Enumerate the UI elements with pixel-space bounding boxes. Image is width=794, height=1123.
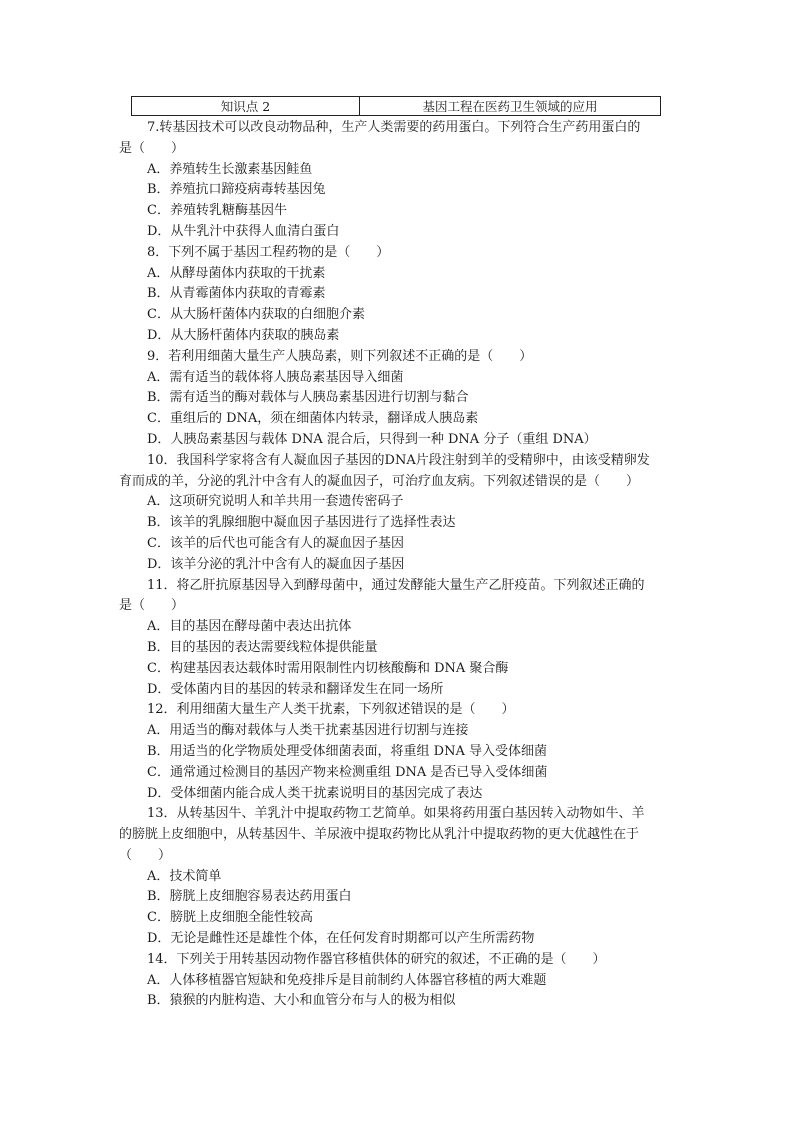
option-a: A．需有适当的载体将人胰岛素基因导入细菌 (147, 369, 404, 385)
option-a: A．这项研究说明人和羊共用一套遗传密码子 (147, 494, 404, 510)
question-stem: 10．我国科学家将含有人凝血因子基因的DNA片段注射到羊的受精卵中，由该受精卵发 (147, 452, 650, 468)
option-b: B．用适当的化学物质处理受体细菌表面，将重组 DNA 导入受体细菌 (147, 743, 548, 759)
option-a: A．用适当的酶对载体与人类干扰素基因进行切割与连接 (147, 723, 469, 739)
question-stem: 9．若利用细菌大量生产人胰岛素，则下列叙述不正确的是（ ） (147, 348, 533, 364)
option-a: A．从酵母菌体内获取的干扰素 (147, 265, 326, 281)
question-stem: 是（ ） (119, 598, 185, 614)
question-8 (119, 243, 679, 347)
question-11 (119, 576, 679, 701)
question-12 (119, 700, 679, 804)
option-d: D．受体菌内目的基因的转录和翻译发生在同一场所 (147, 681, 444, 697)
option-b: B．该羊的乳腺细胞中凝血因子基因进行了选择性表达 (147, 515, 456, 531)
option-d: D．该羊分泌的乳汁中含有人的凝血因子基因 (147, 556, 405, 572)
topic-header-label: 知识点 2 (132, 97, 360, 115)
question-9 (119, 347, 679, 451)
option-b: B．从青霉菌体内获取的青霉素 (147, 286, 326, 302)
question-stem: 11．将乙肝抗原基因导入到酵母菌中，通过发酵能大量生产乙肝疫苗。下列叙述正确的 (147, 577, 645, 593)
topic-header-title: 基因工程在医药卫生领域的应用 (422, 99, 598, 114)
option-d: D．人胰岛素基因与载体 DNA 混合后，只得到一种 DNA 分子（重组 DNA） (147, 431, 597, 447)
question-stem: 12．利用细菌大量生产人类干扰素，下列叙述错误的是（ ） (147, 702, 515, 718)
question-stem: 13．从转基因牛、羊乳汁中提取药物工艺简单。如果将药用蛋白基因转入动物如牛、羊 (147, 806, 645, 822)
question-14 (119, 950, 679, 1012)
question-stem: 育而成的羊，分泌的乳汁中含有人的凝血因子，可治疗血友病。下列叙述错误的是（ ） (119, 473, 640, 489)
question-13 (119, 804, 679, 950)
option-a: A．养殖转生长激素基因鲑鱼 (147, 161, 313, 177)
option-d: D．从大肠杆菌体内获取的胰岛素 (147, 327, 340, 343)
option-b: B．需有适当的酶对载体与人胰岛素基因进行切割与黏合 (147, 390, 469, 406)
question-stem: 8．下列不属于基因工程药物的是（ ） (147, 244, 390, 260)
question-stem: 是（ ） (119, 140, 185, 156)
topic-header-table (131, 96, 661, 116)
option-c: C．通常通过检测目的基因产物来检测重组 DNA 是否已导入受体细菌 (147, 764, 548, 780)
question-list (119, 118, 679, 1012)
question-stem: 的膀胱上皮细胞中，从转基因牛、羊尿液中提取药物比从乳汁中提取药物的更大优越性在于 (119, 827, 640, 843)
option-c: C．养殖转乳糖酶基因牛 (147, 203, 287, 219)
option-b: B．目的基因的表达需要线粒体提供能量 (147, 639, 378, 655)
option-c: C．从大肠杆菌体内获取的白细胞介素 (147, 307, 365, 323)
option-d: D．无论是雌性还是雄性个体，在任何发育时期都可以产生所需药物 (147, 931, 535, 947)
option-c: C．该羊的后代也可能含有人的凝血因子基因 (147, 535, 404, 551)
option-b: B．猿猴的内脏构造、大小和血管分布与人的极为相似 (147, 993, 456, 1009)
option-a: A．技术简单 (147, 868, 222, 884)
question-7 (119, 118, 679, 243)
option-c: C．重组后的 DNA，须在细菌体内转录，翻译成人胰岛素 (147, 411, 479, 427)
option-d: D．受体细菌内能合成人类干扰素说明目的基因完成了表达 (147, 785, 483, 801)
question-stem: 7.转基因技术可以改良动物品种，生产人类需要的药用蛋白。下列符合生产药用蛋白的 (147, 120, 641, 135)
option-c: C．构建基因表达载体时需用限制性内切核酸酶和 DNA 聚合酶 (147, 660, 509, 676)
option-b: B．膀胱上皮细胞容易表达药用蛋白 (147, 889, 352, 905)
option-a: A．目的基因在酵母菌中表达出抗体 (147, 619, 352, 635)
option-c: C．膀胱上皮细胞全能性较高 (147, 910, 313, 926)
option-d: D．从牛乳汁中获得人血清白蛋白 (147, 223, 340, 239)
question-stem: 14．下列关于用转基因动物作器官移植供体的研究的叙述，不正确的是（ ） (147, 951, 606, 967)
option-b: B．养殖抗口蹄疫病毒转基因兔 (147, 182, 326, 198)
option-a: A．人体移植器官短缺和免疫排斥是目前制约人体器官移植的两大难题 (147, 972, 547, 988)
question-stem: （ ） (119, 847, 172, 863)
question-10 (119, 451, 679, 576)
